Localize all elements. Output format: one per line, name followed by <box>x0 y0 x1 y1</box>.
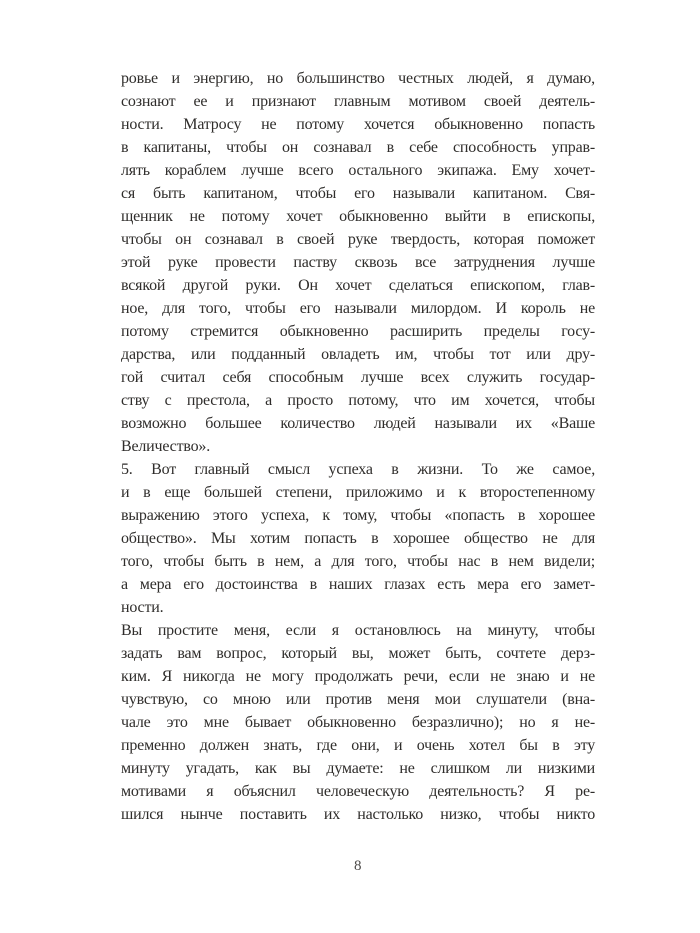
text-line: а мера его достоинства в наших глазах есть мера его замет- <box>121 576 595 593</box>
text-line: этой руке провести паству сквозь все затруднения лучше <box>121 254 595 271</box>
text-line: гой считал себя способным лучше всех служить государ- <box>121 369 595 386</box>
text-line: ровье и энергию, но большинство честных людей, я думаю, <box>121 70 595 87</box>
text-line: возможно большее количество людей называли их «Ваше <box>121 415 595 432</box>
text-line: Вы простите меня, если я остановлюсь на минуту, чтобы <box>121 622 595 639</box>
text-line: щенник не потому хочет обыкновенно выйти в епископы, <box>121 208 595 225</box>
text-line: потому стремится обыкновенно расширить пределы госу- <box>121 323 595 340</box>
text-line: чувствую, со мною или против меня мои слушатели (вна- <box>121 691 595 708</box>
text-line: лять кораблем лучше всего остального экипажа. Ему хочет- <box>121 162 595 179</box>
text-line: ности. <box>121 599 164 616</box>
text-line: ся быть капитаном, чтобы его называли капитаном. Свя- <box>121 185 595 202</box>
text-line: чтобы он сознавал в своей руке твердость, которая поможет <box>121 231 595 248</box>
text-line: ное, для того, чтобы его называли милордом. И король не <box>121 300 595 317</box>
text-line: шился нынче поставить их настолько низко, чтобы никто <box>121 806 595 823</box>
text-line: ству с престола, а просто потому, что им хочется, чтобы <box>121 392 595 409</box>
page-text-block <box>121 67 595 826</box>
text-line: сознают ее и признают главным мотивом своей деятель- <box>121 93 595 110</box>
text-line: выражению этого успеха, к тому, чтобы «попасть в хорошее <box>121 507 595 524</box>
text-line: 5. Вот главный смысл успеха в жизни. То же самое, <box>121 461 595 478</box>
text-line: дарства, или подданный овладеть им, чтобы тот или дру- <box>121 346 595 363</box>
text-line: Величество». <box>121 438 211 455</box>
text-line: всякой другой руки. Он хочет сделаться епископом, глав- <box>121 277 595 294</box>
text-line: минуту угадать, как вы думаете: не слишком ли низкими <box>121 760 595 777</box>
text-line: пременно должен знать, где они, и очень хотел бы в эту <box>121 737 595 754</box>
text-line: ким. Я никогда не могу продолжать речи, если не знаю и не <box>121 668 595 685</box>
page-number: 8 <box>354 858 362 874</box>
text-line: в капитаны, чтобы он сознавал в себе способность управ- <box>121 139 595 156</box>
text-line: чале это мне бывает обыкновенно безразлично); но я не- <box>121 714 595 731</box>
text-line: общество». Мы хотим попасть в хорошее общество не для <box>121 530 595 547</box>
text-line: того, чтобы быть в нем, а для того, чтобы нас в нем видели; <box>121 553 595 570</box>
text-line: задать вам вопрос, который вы, может быть, сочтете дерз- <box>121 645 595 662</box>
text-line: и в еще большей степени, приложимо и к второстепенному <box>121 484 595 501</box>
text-line: мотивами я объяснил человеческую деятельность? Я ре- <box>121 783 595 800</box>
text-line: ности. Матросу не потому хочется обыкновенно попасть <box>121 116 595 133</box>
